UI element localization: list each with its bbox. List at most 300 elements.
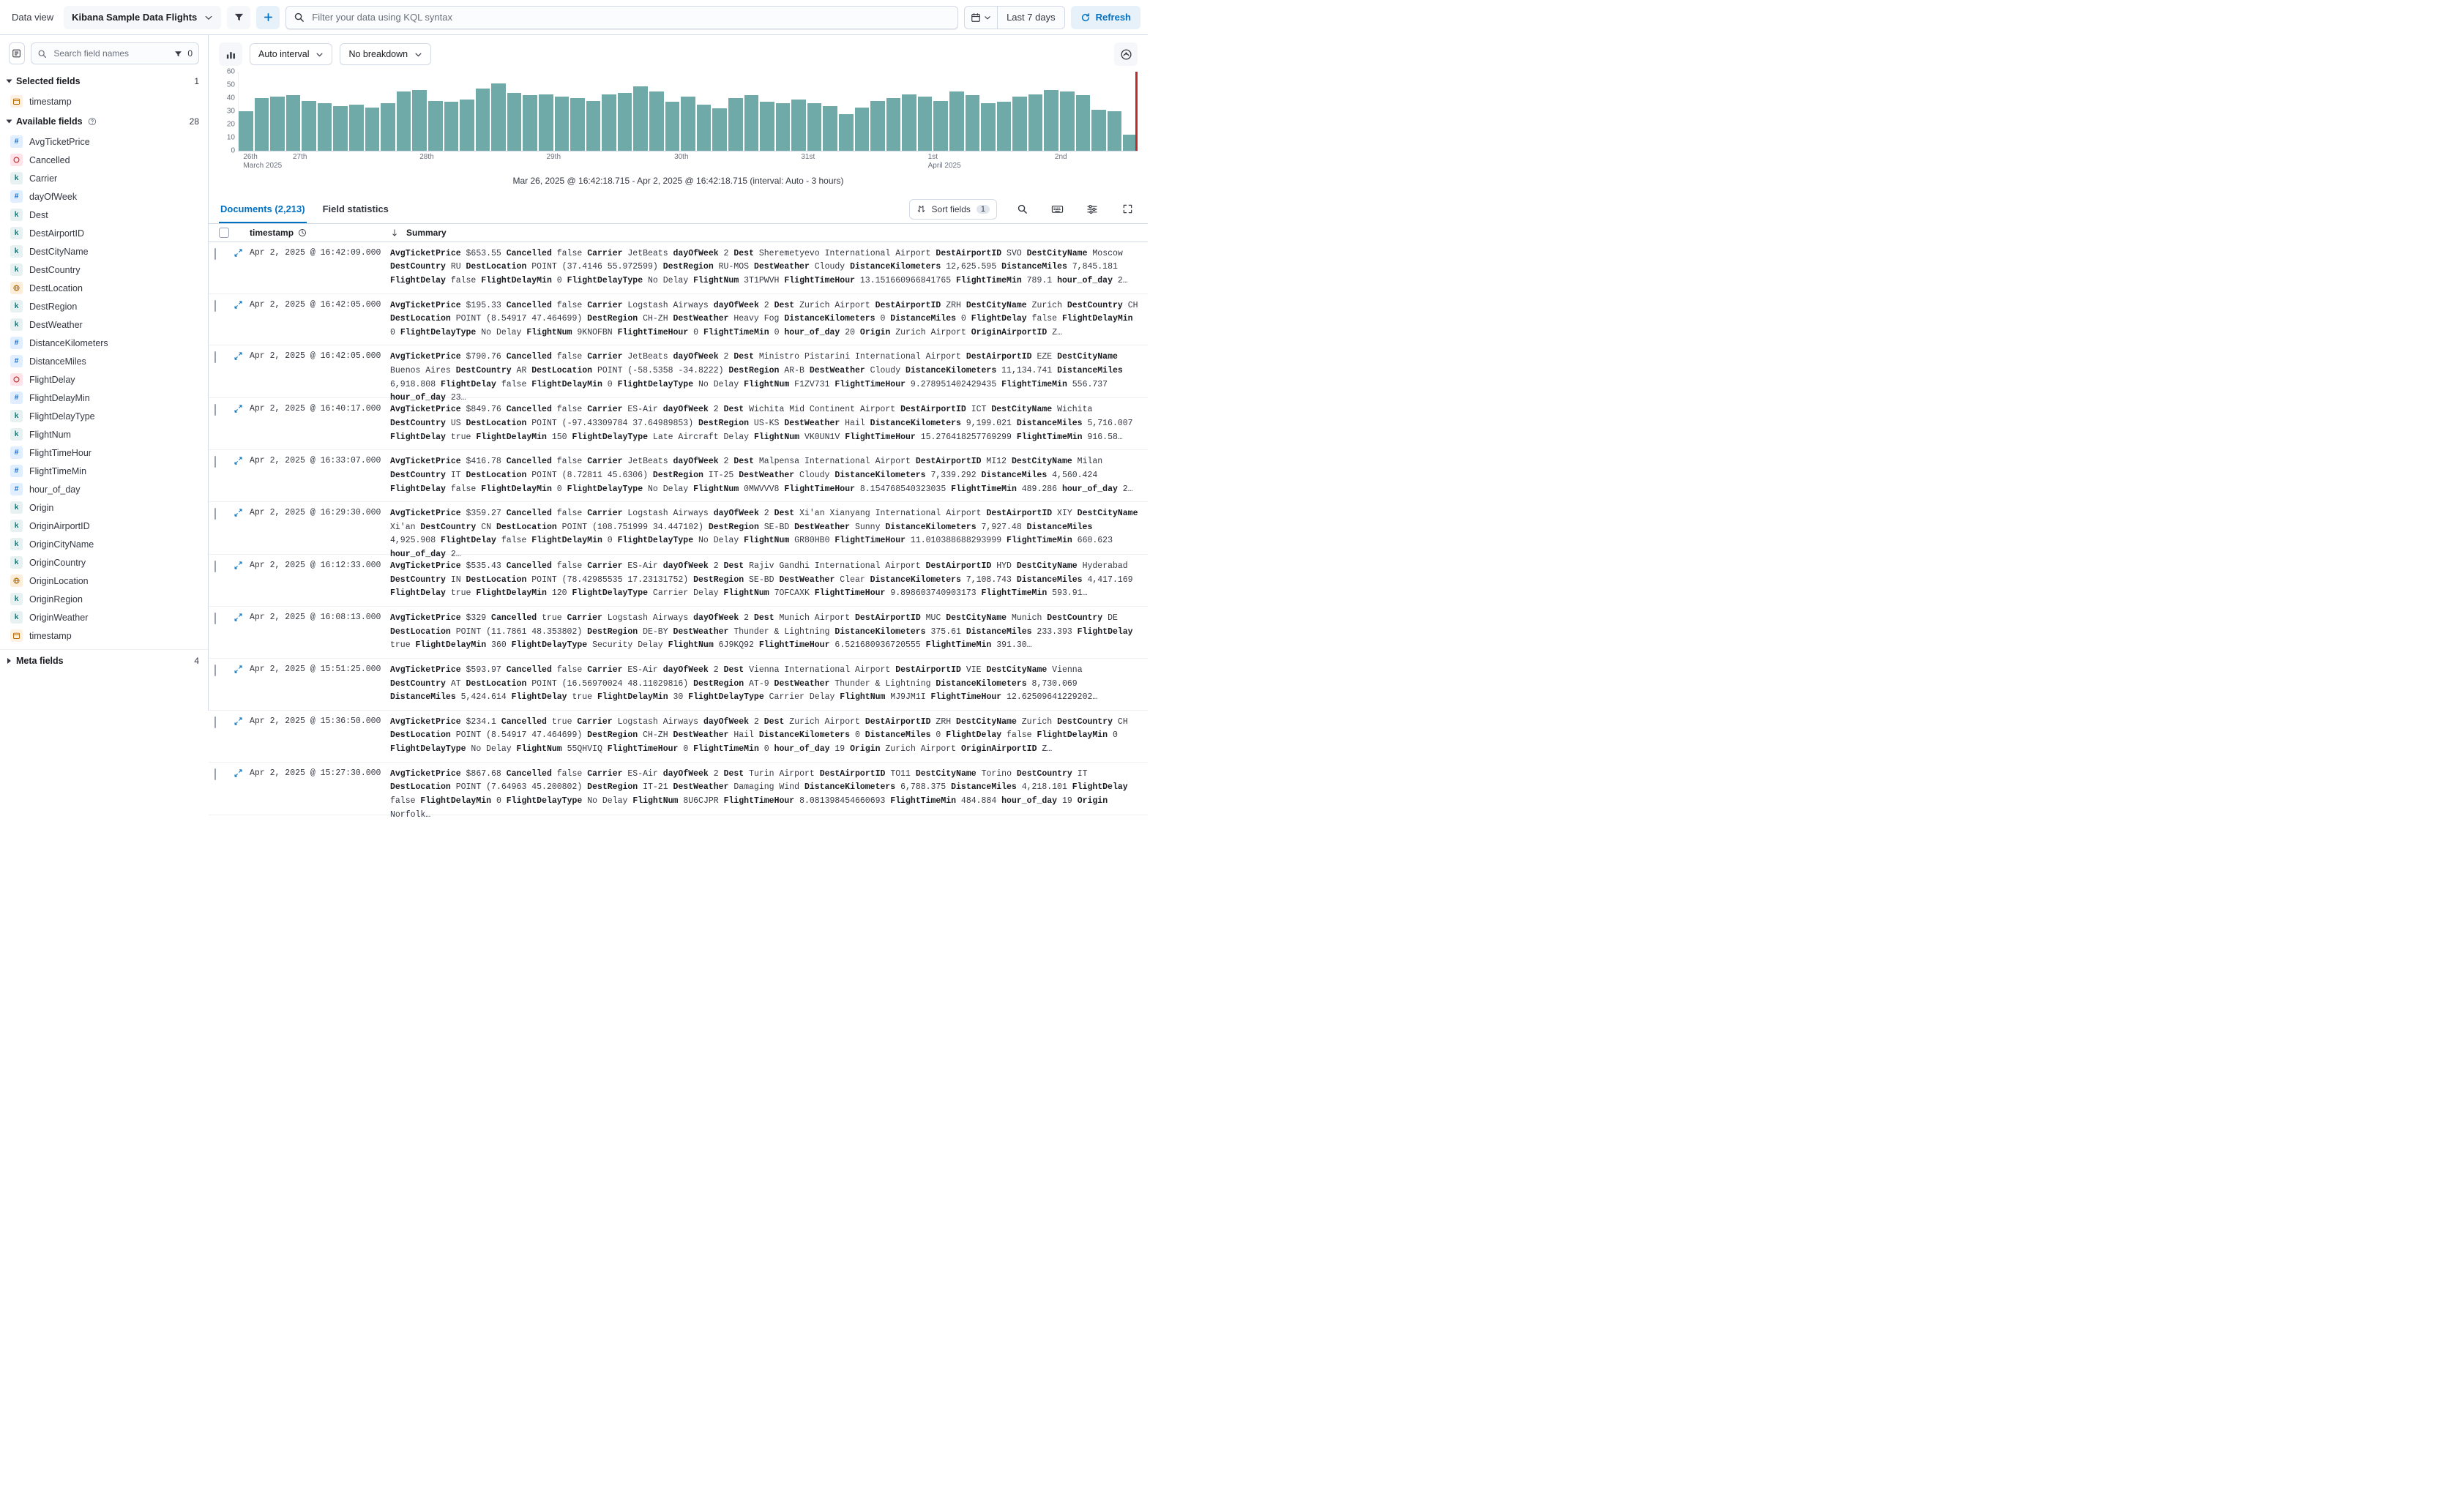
y-axis	[219, 67, 238, 155]
expand-icon	[234, 665, 243, 674]
field-item-destweather[interactable]	[0, 315, 208, 334]
number-field-icon: #	[10, 446, 23, 459]
cell-summary: AvgTicketPrice $593.97 Cancelled false Carrier ES-Air dayOfWeek 2 Dest Vienna International Airport DestAirportID VIE DestCityName Vienna DestCountry AT DestLocation POINT (16.56970024 48.11029816) DestRegion AT-9 DestWeather Thunder & Lightning DistanceKilometers 8,730.069 DistanceMiles 5,424.614 FlightDelay true FlightDelayMin 30 FlightDelayType Carrier Delay FlightNum MJ9JM1I FlightTimeHour 12.62509641229202…	[390, 665, 1098, 703]
histogram-bar[interactable]	[870, 101, 885, 151]
result-tabs	[209, 195, 1148, 224]
search-field-names-input[interactable]	[52, 48, 168, 59]
field-item-cancelled[interactable]	[0, 151, 208, 169]
sort-down-icon	[390, 228, 399, 237]
boolean-field-icon	[10, 373, 23, 386]
select-all-checkbox[interactable]	[219, 228, 229, 238]
histogram-bar[interactable]	[933, 101, 948, 151]
field-item-timestamp[interactable]	[0, 626, 208, 645]
x-axis-tick: 26th March 2025	[243, 153, 283, 170]
expand-icon	[234, 768, 243, 778]
number-field-icon: #	[10, 135, 23, 148]
cell-timestamp: Apr 2, 2025 @ 15:27:30.000	[250, 768, 381, 778]
row-select-checkbox[interactable]	[214, 561, 216, 572]
filter-icon	[234, 12, 244, 23]
histogram-bar[interactable]	[807, 103, 822, 151]
cell-timestamp: Apr 2, 2025 @ 16:33:07.000	[250, 456, 381, 466]
table-row[interactable]	[209, 659, 1148, 711]
expand-document-button[interactable]	[234, 351, 250, 392]
field-item-avgticketprice[interactable]	[0, 132, 208, 151]
add-filter-button[interactable]	[256, 6, 280, 29]
cell-timestamp: Apr 2, 2025 @ 16:40:17.000	[250, 404, 381, 414]
histogram-bar[interactable]	[1028, 94, 1043, 151]
row-select-checkbox-cell[interactable]	[214, 247, 234, 288]
app-body	[0, 35, 1148, 820]
field-item-destcountry[interactable]	[0, 261, 208, 279]
expand-icon	[234, 613, 243, 622]
y-axis-tick: 30	[226, 107, 235, 116]
field-item-origincountry[interactable]	[0, 553, 208, 572]
histogram-bar[interactable]	[444, 102, 459, 151]
interval-select[interactable]	[250, 43, 332, 65]
histogram-bar[interactable]	[712, 108, 727, 151]
y-axis-tick: 50	[226, 81, 235, 89]
field-name: DestCityName	[29, 246, 89, 257]
field-name: DestLocation	[29, 282, 83, 293]
expand-document-button[interactable]	[234, 768, 250, 809]
field-item-flightdelay[interactable]	[0, 370, 208, 389]
sort-fields-button[interactable]	[909, 199, 997, 220]
histogram-bar[interactable]	[286, 95, 301, 151]
histogram-bar[interactable]	[476, 89, 490, 151]
row-select-checkbox-cell[interactable]	[214, 768, 234, 809]
date-field-icon	[10, 95, 23, 108]
display-options-button[interactable]	[1082, 199, 1102, 220]
expand-document-button[interactable]	[234, 455, 250, 496]
histogram-bar[interactable]	[586, 101, 601, 151]
meta-fields-header[interactable]	[0, 649, 208, 672]
x-axis	[238, 151, 1138, 168]
expand-icon	[234, 456, 243, 465]
string-field-icon: k	[10, 611, 23, 624]
field-name: FlightNum	[29, 429, 71, 440]
fields-sidebar	[0, 35, 209, 711]
field-name: FlightDelayMin	[29, 392, 90, 403]
chart-toolbar	[209, 35, 1148, 70]
histogram-bar[interactable]	[1060, 91, 1075, 151]
histogram-bar[interactable]	[902, 94, 916, 151]
field-name: FlightDelay	[29, 374, 75, 385]
refresh-label: Refresh	[1095, 12, 1131, 23]
chart-time-range-caption: Mar 26, 2025 @ 16:42:18.715 - Apr 2, 2025 @ 16:42:18.715 (interval: Auto - 3 hours)	[512, 176, 844, 186]
x-axis-tick: 29th	[546, 153, 561, 161]
table-row[interactable]	[209, 242, 1148, 294]
x-axis-tick: 2nd	[1054, 153, 1067, 161]
current-time-marker	[1135, 72, 1138, 151]
cell-summary: AvgTicketPrice $195.33 Cancelled false Carrier Logstash Airways dayOfWeek 2 Dest Zurich Airport DestAirportID ZRH DestCityName Zurich DestCountry CH DestLocation POINT (8.54917 47.464699) DestRegion CH-ZH DestWeather Heavy Fog DistanceKilometers 0 DistanceMiles 0 FlightDelay false FlightDelayMin 0 FlightDelayType No Delay FlightNum 9KNOFBN FlightTimeHour 0 FlightTimeMin 0 hour_of_day 20 Origin Zurich Airport OriginAirportID Z…	[390, 300, 1138, 337]
chevron-right-icon	[7, 658, 11, 664]
expand-document-button[interactable]	[234, 664, 250, 705]
histogram-bar[interactable]	[791, 100, 806, 151]
refresh-button[interactable]	[1071, 6, 1140, 29]
field-name: DistanceKilometers	[29, 337, 108, 348]
expand-icon	[234, 248, 243, 258]
histogram-bar[interactable]	[997, 102, 1012, 151]
field-search-box[interactable]	[31, 42, 199, 64]
chevron-down-icon	[984, 14, 991, 21]
expand-icon	[234, 404, 243, 413]
expand-icon	[234, 351, 243, 361]
field-item-hour_of_day[interactable]	[0, 480, 208, 498]
cell-timestamp: Apr 2, 2025 @ 16:08:13.000	[250, 613, 381, 623]
histogram-bar[interactable]	[918, 97, 933, 151]
discover-app	[0, 0, 1148, 820]
cell-timestamp: Apr 2, 2025 @ 16:29:30.000	[250, 508, 381, 518]
row-select-checkbox-cell[interactable]	[214, 299, 234, 340]
string-field-icon: k	[10, 501, 23, 514]
table-row[interactable]	[209, 294, 1148, 346]
histogram-bar[interactable]	[602, 94, 616, 151]
expand-document-button[interactable]	[234, 507, 250, 549]
histogram-bar[interactable]	[428, 101, 443, 151]
chevron-down-icon	[204, 13, 213, 22]
data-view-picker[interactable]	[64, 6, 221, 29]
cell-summary: AvgTicketPrice $416.78 Cancelled false Carrier JetBeats dayOfWeek 2 Dest Malpensa International Airport DestAirportID MI12 DestCityName Milan DestCountry IT DestLocation POINT (8.72811 45.6306) DestRegion IT-25 DestWeather Cloudy DistanceKilometers 7,339.292 DistanceMiles 4,560.424 FlightDelay false FlightDelayMin 0 FlightDelayType No Delay FlightNum 0MWVVV8 FlightTimeHour 8.154768540323035 FlightTimeMin 489.286 hour_of_day 2…	[390, 457, 1133, 494]
histogram-bar[interactable]	[760, 102, 774, 151]
row-select-checkbox[interactable]	[214, 665, 216, 676]
field-name: Carrier	[29, 173, 58, 184]
field-name: OriginCountry	[29, 557, 86, 568]
plot	[238, 72, 1138, 151]
tab-field-statistics[interactable]: Field statistics	[322, 203, 389, 214]
field-item-origincityname[interactable]	[0, 535, 208, 553]
histogram-bar[interactable]	[412, 90, 427, 151]
field-name: OriginRegion	[29, 594, 83, 605]
histogram-bar[interactable]	[555, 97, 570, 151]
x-axis-tick: 28th	[419, 153, 434, 161]
number-field-icon: #	[10, 392, 23, 404]
field-item-destlocation[interactable]	[0, 279, 208, 297]
table-row[interactable]	[209, 450, 1148, 502]
column-header-timestamp[interactable]	[234, 228, 390, 238]
y-axis-tick: 40	[226, 94, 235, 102]
geo-field-icon	[10, 575, 23, 587]
table-row[interactable]	[209, 502, 1148, 560]
row-select-checkbox[interactable]	[214, 716, 216, 728]
field-name: OriginWeather	[29, 612, 89, 623]
cell-summary: AvgTicketPrice $653.55 Cancelled false Carrier JetBeats dayOfWeek 2 Dest Sheremetyevo International Airport DestAirportID SVO DestCityName Moscow DestCountry RU DestLocation POINT (37.4146 55.972599) DestRegion RU-MOS DestWeather Cloudy DistanceKilometers 12,625.595 DistanceMiles 7,845.181 FlightDelay false FlightDelayMin 0 FlightDelayType No Delay FlightNum 3T1PWVH FlightTimeHour 13.151660966841765 FlightTimeMin 789.1 hour_of_day 2…	[390, 248, 1128, 285]
field-list	[0, 70, 208, 711]
chart-type-button[interactable]	[219, 42, 242, 66]
histogram-chart	[209, 67, 1148, 195]
histogram-bar[interactable]	[681, 97, 695, 151]
field-name: hour_of_day	[29, 484, 81, 495]
string-field-icon: k	[10, 300, 23, 312]
date-range-picker[interactable]	[964, 6, 1065, 29]
lens-icon	[1120, 48, 1132, 61]
histogram-bar[interactable]	[381, 103, 395, 151]
string-field-icon: k	[10, 227, 23, 239]
field-name: AvgTicketPrice	[29, 136, 90, 147]
selected-fields-label: Selected fields	[16, 76, 81, 86]
column-header-summary[interactable]	[390, 228, 447, 238]
row-select-checkbox-cell[interactable]	[214, 455, 234, 496]
field-item-flightdelaytype[interactable]	[0, 407, 208, 425]
table-row[interactable]	[209, 711, 1148, 763]
histogram-bar[interactable]	[507, 93, 522, 151]
date-range-text[interactable]: Last 7 days	[1007, 12, 1056, 23]
available-fields-count: 28	[189, 116, 199, 127]
row-select-checkbox[interactable]	[214, 404, 216, 416]
histogram-bar[interactable]	[697, 105, 712, 151]
cell-timestamp: Apr 2, 2025 @ 16:42:05.000	[250, 299, 381, 310]
cell-summary: AvgTicketPrice $867.68 Cancelled false Carrier ES-Air dayOfWeek 2 Dest Turin Airport DestAirportID TO11 DestCityName Torino DestCountry IT DestLocation POINT (7.64963 45.200802) DestRegion IT-21 DestWeather Damaging Wind DistanceKilometers 6,788.375 DistanceMiles 4,218.101 FlightDelay false FlightDelayMin 0 FlightDelayType No Delay FlightNum 8U6CJPR FlightTimeHour 8.081398454660693 FlightTimeMin 484.884 hour_of_day 19 Origin Norfolk…	[390, 768, 1128, 820]
field-name: Cancelled	[29, 154, 70, 165]
fullscreen-icon	[1122, 203, 1133, 214]
histogram-bar[interactable]	[1108, 111, 1122, 151]
field-item-destregion[interactable]	[0, 297, 208, 315]
row-select-checkbox-cell[interactable]	[214, 664, 234, 705]
histogram-bar[interactable]	[1076, 95, 1091, 151]
row-select-checkbox[interactable]	[214, 508, 216, 520]
expand-document-button[interactable]	[234, 299, 250, 340]
table-row[interactable]	[209, 345, 1148, 403]
cell-summary: AvgTicketPrice $359.27 Cancelled false Carrier Logstash Airways dayOfWeek 2 Dest Xi'an Xianyang International Airport DestAirportID XIY DestCityName Xi'an DestCountry CN DestLocation POINT (108.751999 34.447102) DestRegion SE-BD DestWeather Sunny DistanceKilometers 7,927.48 DistanceMiles 4,925.908 FlightDelay false FlightDelayMin 0 FlightDelayType No Delay FlightNum GR80HB0 FlightTimeHour 11.010388688293999 FlightTimeMin 660.623 hour_of_day 2…	[390, 509, 1138, 560]
filter-button[interactable]	[227, 6, 250, 29]
meta-fields-count: 4	[194, 656, 199, 666]
select-all-checkbox-cell[interactable]	[214, 228, 234, 238]
histogram-bar[interactable]	[333, 106, 348, 151]
field-item-destcityname[interactable]	[0, 242, 208, 261]
row-select-checkbox-cell[interactable]	[214, 612, 234, 653]
row-select-checkbox-cell[interactable]	[214, 716, 234, 757]
plus-icon	[263, 12, 274, 23]
table-row[interactable]	[209, 763, 1148, 820]
edit-visualization-button[interactable]	[1114, 42, 1138, 66]
histogram-bar[interactable]	[823, 106, 837, 151]
field-name: DestAirportID	[29, 228, 85, 239]
histogram-bar[interactable]	[886, 98, 901, 151]
histogram-bar[interactable]	[744, 95, 759, 151]
keyboard-shortcuts-button[interactable]	[1047, 199, 1067, 220]
query-bar[interactable]	[285, 6, 958, 29]
histogram-bar[interactable]	[981, 103, 996, 151]
histogram-bar[interactable]	[649, 91, 664, 151]
expand-document-button[interactable]	[234, 247, 250, 288]
histogram-bars[interactable]	[239, 72, 1138, 151]
field-item-timestamp[interactable]	[0, 92, 208, 111]
y-axis-tick: 0	[231, 146, 235, 155]
number-field-icon: #	[10, 337, 23, 349]
number-field-icon: #	[10, 190, 23, 203]
histogram-bar[interactable]	[570, 98, 585, 151]
field-name: timestamp	[29, 96, 72, 107]
histogram-bar[interactable]	[349, 105, 364, 151]
histogram-bar[interactable]	[1012, 97, 1027, 151]
field-item-flighttimehour[interactable]	[0, 444, 208, 462]
chevron-right-icon	[7, 80, 12, 83]
cell-timestamp: Apr 2, 2025 @ 15:51:25.000	[250, 664, 381, 674]
string-field-icon: k	[10, 593, 23, 605]
string-field-icon: k	[10, 520, 23, 532]
selected-fields-count: 1	[194, 76, 199, 86]
string-field-icon: k	[10, 263, 23, 276]
histogram-bar[interactable]	[855, 108, 870, 151]
expand-document-button[interactable]	[234, 716, 250, 757]
field-item-originregion[interactable]	[0, 590, 208, 608]
field-item-originweather[interactable]	[0, 608, 208, 626]
histogram-bar[interactable]	[523, 95, 537, 151]
x-axis-tick: 1st April 2025	[927, 153, 961, 170]
field-item-origin[interactable]	[0, 498, 208, 517]
selected-fields-header[interactable]	[0, 70, 208, 92]
field-list-toggle-button[interactable]	[9, 42, 25, 64]
string-field-icon: k	[10, 318, 23, 331]
sidebar-search-row	[0, 35, 208, 70]
keyboard-icon	[1051, 203, 1064, 215]
field-name: OriginLocation	[29, 575, 89, 586]
histogram-bar[interactable]	[839, 114, 854, 151]
field-item-distancemiles[interactable]	[0, 352, 208, 370]
field-item-flightdelaymin[interactable]	[0, 389, 208, 407]
histogram-bar[interactable]	[397, 91, 411, 151]
histogram-bar[interactable]	[966, 95, 980, 151]
field-name: DestRegion	[29, 301, 78, 312]
x-axis-tick: 30th	[674, 153, 689, 161]
sort-fields-label: Sort fields	[931, 203, 971, 214]
field-name: FlightTimeHour	[29, 447, 92, 458]
row-select-checkbox[interactable]	[214, 768, 216, 780]
data-view-label: Data view	[12, 12, 54, 23]
row-select-checkbox-cell[interactable]	[214, 560, 234, 601]
string-field-icon: k	[10, 209, 23, 221]
row-select-checkbox[interactable]	[214, 300, 216, 312]
expand-document-button[interactable]	[234, 403, 250, 444]
string-field-icon: k	[10, 410, 23, 422]
field-item-destairportid[interactable]	[0, 224, 208, 242]
histogram-bar[interactable]	[633, 86, 648, 151]
cell-summary: AvgTicketPrice $849.76 Cancelled false Carrier ES-Air dayOfWeek 2 Dest Wichita Mid Continent Airport DestAirportID ICT DestCityName Wichita DestCountry US DestLocation POINT (-97.43309784 37.64989853) DestRegion US-KS DestWeather Hail DistanceKilometers 9,199.021 DistanceMiles 5,716.007 FlightDelay true FlightDelayMin 150 FlightDelayType Late Aircraft Delay FlightNum VK0UN1V FlightTimeHour 15.276418257769299 FlightTimeMin 916.58…	[390, 405, 1133, 442]
expand-document-button[interactable]	[234, 560, 250, 601]
histogram-bar[interactable]	[460, 100, 474, 151]
breakdown-select[interactable]	[340, 43, 431, 65]
field-item-dayofweek[interactable]	[0, 187, 208, 206]
field-item-flightnum[interactable]	[0, 425, 208, 444]
field-item-dest[interactable]	[0, 206, 208, 224]
histogram-bar[interactable]	[270, 97, 285, 151]
field-item-originairportid[interactable]	[0, 517, 208, 535]
row-select-checkbox[interactable]	[214, 456, 216, 468]
filter-icon	[173, 49, 183, 59]
histogram-bar[interactable]	[302, 101, 316, 151]
table-row[interactable]	[209, 555, 1148, 607]
boolean-field-icon	[10, 154, 23, 166]
histogram-bar[interactable]	[949, 91, 964, 151]
row-select-checkbox-cell[interactable]	[214, 403, 234, 444]
chevron-down-icon	[414, 50, 422, 59]
histogram-bar[interactable]	[365, 108, 380, 151]
field-name: DestWeather	[29, 319, 83, 330]
histogram-bar[interactable]	[728, 98, 743, 151]
interval-label: Auto interval	[258, 49, 310, 59]
row-select-checkbox[interactable]	[214, 248, 216, 260]
meta-fields-label: Meta fields	[16, 656, 64, 666]
display-options-icon	[1086, 203, 1098, 215]
cell-timestamp: Apr 2, 2025 @ 16:42:05.000	[250, 351, 381, 362]
cell-summary: AvgTicketPrice $234.1 Cancelled true Carrier Logstash Airways dayOfWeek 2 Dest Zurich Airport DestAirportID ZRH DestCityName Zurich DestCountry CH DestLocation POINT (8.54917 47.464699) DestRegion CH-ZH DestWeather Hail DistanceKilometers 0 DistanceMiles 0 FlightDelay false FlightDelayMin 0 FlightDelayType No Delay FlightNum 55QHVIQ FlightTimeHour 0 FlightTimeMin 0 hour_of_day 19 Origin Zurich Airport OriginAirportID Z…	[390, 716, 1128, 755]
histogram-bar[interactable]	[1091, 110, 1106, 151]
column-header-summary-label: Summary	[406, 227, 447, 238]
string-field-icon: k	[10, 428, 23, 441]
histogram-bar[interactable]	[618, 93, 632, 151]
expand-document-button[interactable]	[234, 612, 250, 653]
string-field-icon: k	[10, 538, 23, 550]
string-field-icon: k	[10, 172, 23, 184]
available-fields-label: Available fields	[16, 116, 83, 127]
geo-field-icon	[10, 282, 23, 294]
cell-summary: AvgTicketPrice $329 Cancelled true Carrier Logstash Airways dayOfWeek 2 Dest Munich Airport DestAirportID MUC DestCityName Munich DestCountry DE DestLocation POINT (11.7861 48.353802) DestRegion DE-BY DestWeather Thunder & Lightning DistanceKilometers 375.61 DistanceMiles 233.393 FlightDelay true FlightDelayMin 360 FlightDelayType Security Delay FlightNum 6J9KQ92 FlightTimeHour 6.521680936720555 FlightTimeMin 391.30…	[390, 613, 1133, 651]
top-query-bar	[0, 0, 1148, 35]
histogram-bar[interactable]	[239, 111, 253, 151]
search-icon	[37, 49, 47, 59]
documents-table	[209, 242, 1148, 820]
row-select-checkbox[interactable]	[214, 351, 216, 363]
calendar-icon	[971, 12, 981, 23]
table-row[interactable]	[209, 607, 1148, 659]
tab-documents[interactable]: Documents (2,213)	[219, 195, 307, 223]
available-fields-header[interactable]	[0, 111, 208, 132]
field-name: dayOfWeek	[29, 191, 78, 202]
histogram-bar[interactable]	[665, 102, 680, 151]
row-select-checkbox-cell[interactable]	[214, 507, 234, 549]
bar-chart-icon	[225, 49, 236, 60]
row-select-checkbox[interactable]	[214, 613, 216, 624]
field-name: Dest	[29, 209, 48, 220]
sort-icon	[916, 204, 926, 214]
y-axis-tick: 10	[226, 133, 235, 142]
fullscreen-button[interactable]	[1117, 199, 1138, 220]
field-filter-count: 0	[187, 48, 193, 59]
selected-fields-list	[0, 92, 208, 111]
histogram-bar[interactable]	[318, 103, 332, 151]
table-row[interactable]	[209, 398, 1148, 450]
expand-icon	[234, 716, 243, 726]
cell-timestamp: Apr 2, 2025 @ 16:12:33.000	[250, 561, 381, 571]
table-header-row	[209, 224, 1148, 242]
field-item-distancekilometers[interactable]	[0, 334, 208, 352]
row-select-checkbox-cell[interactable]	[214, 351, 234, 392]
field-item-flighttimemin[interactable]	[0, 462, 208, 480]
histogram-bar[interactable]	[1044, 90, 1058, 151]
histogram-bar[interactable]	[255, 98, 269, 151]
histogram-bar[interactable]	[539, 94, 553, 151]
histogram-bar[interactable]	[776, 103, 791, 151]
histogram-bar[interactable]	[491, 83, 506, 151]
number-field-icon: #	[10, 483, 23, 495]
field-type-filter[interactable]	[173, 48, 193, 59]
search-in-table-button[interactable]	[1012, 199, 1032, 220]
breakdown-label: No breakdown	[348, 49, 408, 59]
search-input[interactable]	[310, 11, 950, 23]
date-field-icon	[10, 629, 23, 642]
string-field-icon: k	[10, 556, 23, 569]
number-field-icon: #	[10, 355, 23, 367]
field-item-carrier[interactable]	[0, 169, 208, 187]
field-name: DistanceMiles	[29, 356, 86, 367]
field-name: FlightTimeMin	[29, 465, 87, 476]
cell-summary: AvgTicketPrice $535.43 Cancelled false Carrier ES-Air dayOfWeek 2 Dest Rajiv Gandhi International Airport DestAirportID HYD DestCityName Hyderabad DestCountry IN DestLocation POINT (78.42985535 17.23131752) DestRegion SE-BD DestWeather Clear DistanceKilometers 7,108.743 DistanceMiles 4,417.169 FlightDelay true FlightDelayMin 120 FlightDelayType Carrier Delay FlightNum 7OFCAXK FlightTimeHour 9.898603740903173 FlightTimeMin 593.91…	[390, 561, 1133, 599]
field-name: FlightDelayType	[29, 411, 95, 422]
date-quick-select-button[interactable]	[965, 7, 998, 29]
field-name: DestCountry	[29, 264, 81, 275]
field-item-originlocation[interactable]	[0, 572, 208, 590]
chevron-down-icon	[315, 50, 324, 59]
refresh-icon	[1080, 12, 1091, 23]
